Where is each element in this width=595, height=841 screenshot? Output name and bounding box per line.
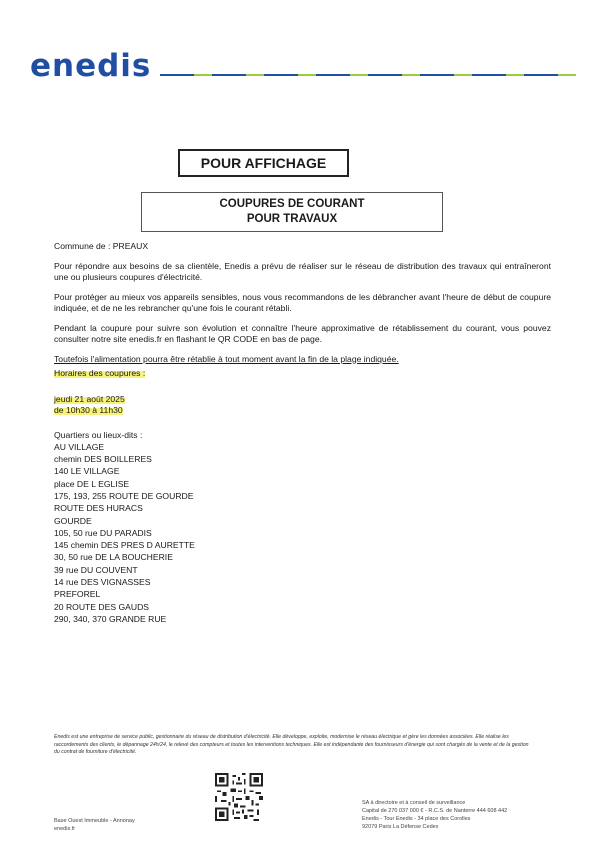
footer-city: 92079 Paris La Défense Cedex	[362, 824, 439, 830]
schedule-date: jeudi 21 août 2025	[54, 393, 125, 404]
footer-left	[54, 817, 135, 833]
list-item: 145 chemin DES PRES D AURETTE	[54, 540, 195, 551]
commune-line: Commune de : PREAUX	[54, 241, 149, 251]
notice-body	[54, 241, 551, 625]
subtitle-line-1: COUPURES DE COURANT	[219, 198, 365, 210]
footer-hq: Enedis - Tour Enedis - 34 place des Corolles	[362, 816, 471, 822]
qr-code-icon[interactable]	[215, 773, 263, 821]
title-box	[178, 149, 349, 177]
schedule-label: Horaires des coupures :	[54, 368, 146, 378]
list-item: 140 LE VILLAGE	[54, 466, 120, 477]
paragraph-intro: Pour répondre aux besoins de sa clientèle, Enedis a prévu de réaliser sur le réseau de distribution des travaux qui entraîneront une ou plusieurs coupures d'électricité.	[54, 260, 551, 282]
list-item: ROUTE DES HURACS	[54, 503, 143, 514]
list-item: 105, 50 rue DU PARADIS	[54, 527, 152, 538]
list-item: 30, 50 rue DE LA BOUCHERIE	[54, 552, 173, 563]
legal-text: Enedis est une entreprise de service public, gestionnaire du réseau de distribution d'électricité. Elle développe, exploite, modernise le réseau électrique et gère les données associées. Elle réalise les raccordements des clients, le dépannage 24h/24, le relevé des compteurs et toutes les interventions techniques. Elle est indépendante des fournisseurs d'énergie qui sont chargés de la vente et de la gestion du contrat de fourniture d'électricité.	[54, 734, 529, 755]
places-label: Quartiers ou lieux-dits :	[54, 429, 143, 440]
list-item: 20 ROUTE DES GAUDS	[54, 601, 150, 612]
title-text: POUR AFFICHAGE	[200, 155, 327, 171]
list-item: 14 rue DES VIGNASSES	[54, 577, 151, 588]
enedis-logo: enedis	[30, 48, 152, 84]
notice-text: Toutefois l'alimentation pourra être rétablie à tout moment avant la fin de la plage indiquée.	[54, 353, 399, 364]
footer-company-type: SA à directoire et à conseil de surveillance	[362, 800, 466, 806]
list-item: 39 rue DU COUVENT	[54, 564, 138, 575]
subtitle-line-2: POUR TRAVAUX	[246, 213, 338, 225]
subtitle-box	[141, 192, 443, 232]
list-item: AU VILLAGE	[54, 441, 105, 452]
schedule-time: de 10h30 à 11h30	[54, 405, 123, 415]
header-rule	[160, 74, 576, 76]
list-item: 290, 340, 370 GRANDE RUE	[54, 613, 167, 624]
schedule-label-line	[54, 368, 551, 380]
list-item: PREFOREL	[54, 589, 101, 600]
list-item: place DE L EGLISE	[54, 478, 130, 489]
paragraph-protect: Pour protéger au mieux vos appareils sensibles, nous vous recommandons de les débrancher avant l'heure de début de coupure indiquée, et de ne les rebrancher qu'une fois le courant rétabli.	[54, 291, 551, 313]
paragraph-follow: Pendant la coupure pour suivre son évolution et connaître l'heure approximative de rétablissement du courant, vous pouvez consulter notre site enedis.fr en flashant le QR CODE en bas de page.	[54, 322, 551, 344]
footer-right	[362, 799, 507, 831]
places-list	[54, 441, 551, 625]
footer-capital: Capital de 270 037 000 € - R.C.S. de Nanterre 444 608 442	[362, 808, 508, 814]
list-item: GOURDE	[54, 515, 92, 526]
schedule-block	[54, 394, 551, 417]
footer-website: enedis.fr	[54, 826, 76, 832]
footer-address: Base Ouest Immeuble - Annonay	[54, 818, 135, 824]
list-item: chemin DES BOILLERES	[54, 454, 152, 465]
list-item: 175, 193, 255 ROUTE DE GOURDE	[54, 490, 194, 501]
notice-line	[54, 354, 551, 366]
